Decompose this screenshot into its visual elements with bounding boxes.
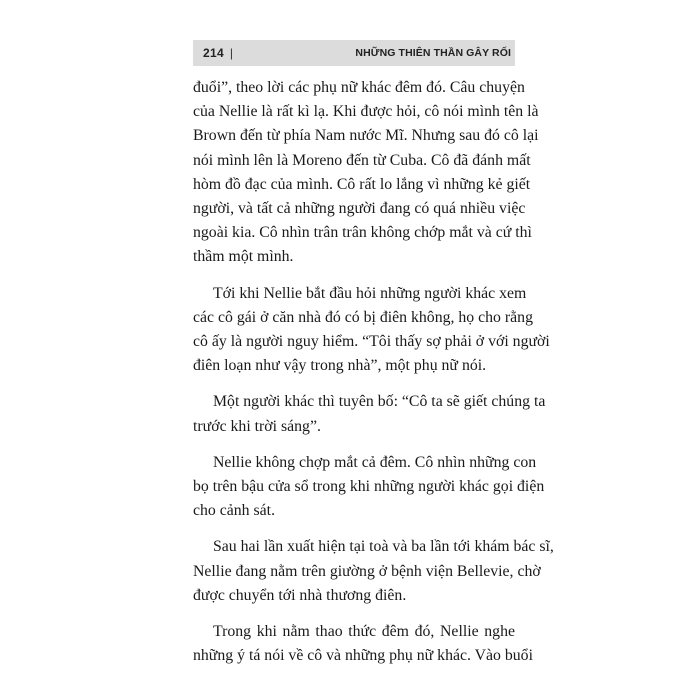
text-line: Một người khác thì tuyên bố: “Cô ta sẽ giết chúng ta: [213, 393, 546, 411]
text-line: những ý tá nói về cô và những phụ nữ khác. Vào buổi: [193, 647, 533, 665]
paragraph: [193, 451, 545, 524]
text-line: hòm đồ đạc của mình. Cô rất lo lắng vì những kẻ giết: [193, 175, 531, 193]
text-line: người, và tất cả những người đang có quá nhiều việc: [193, 200, 526, 218]
text-line: của Nellie là rất kì lạ. Khi được hỏi, cô nói mình tên là: [193, 103, 539, 121]
running-header: [193, 40, 515, 66]
text-line: Tới khi Nellie bắt đầu hỏi những người khác xem: [213, 284, 527, 302]
text-line: Sau hai lần xuất hiện tại toà và ba lần tới khám bác sĩ,: [213, 538, 554, 556]
paragraph-continues: [193, 620, 533, 668]
header-left: [203, 46, 233, 60]
paragraph: [193, 535, 554, 608]
text-line: nói mình lên là Moreno đến từ Cuba. Cô đã đánh mất: [193, 151, 531, 169]
text-line: điên loạn như vậy trong nhà”, một phụ nữ nói.: [193, 357, 487, 375]
text-line: bọ trên bậu cửa sổ trong khi những người khác gọi điện: [193, 478, 545, 496]
header-separator: |: [229, 46, 234, 60]
body-text: [193, 76, 554, 680]
text-line: được chuyển tới nhà thương điên.: [193, 586, 407, 604]
text-line: Trong khi nằm thao thức đêm đó, Nellie nghe: [213, 623, 515, 641]
text-line: Nellie đang nằm trên giường ở bệnh viện Bellevie, chờ: [193, 562, 541, 580]
text-line: Brown đến từ phía Nam nước Mĩ. Nhưng sau đó cô lại: [193, 127, 539, 145]
paragraph: [193, 390, 546, 438]
text-line: ngoài kia. Cô nhìn trân trân không chớp mắt và cứ thì: [193, 224, 532, 242]
text-line: đuổi”, theo lời các phụ nữ khác đêm đó. Câu chuyện: [193, 79, 525, 96]
paragraph-continued: [193, 76, 539, 270]
book-title: NHỮNG THIÊN THẦN GÂY RỐI: [355, 47, 511, 59]
text-line: cho cảnh sát.: [193, 502, 276, 520]
text-line: trước khi trời sáng”.: [193, 417, 321, 435]
text-line: cô ấy là người nguy hiểm. “Tôi thấy sợ phải ở với người: [193, 333, 550, 351]
paragraph: [193, 282, 550, 379]
text-line: các cô gái ở căn nhà đó có bị điên không, họ cho rằng: [193, 308, 533, 326]
page-number: 214: [203, 46, 224, 60]
text-line: Nellie không chợp mắt cả đêm. Cô nhìn những con: [213, 453, 537, 471]
text-line: thầm một mình.: [193, 248, 294, 266]
